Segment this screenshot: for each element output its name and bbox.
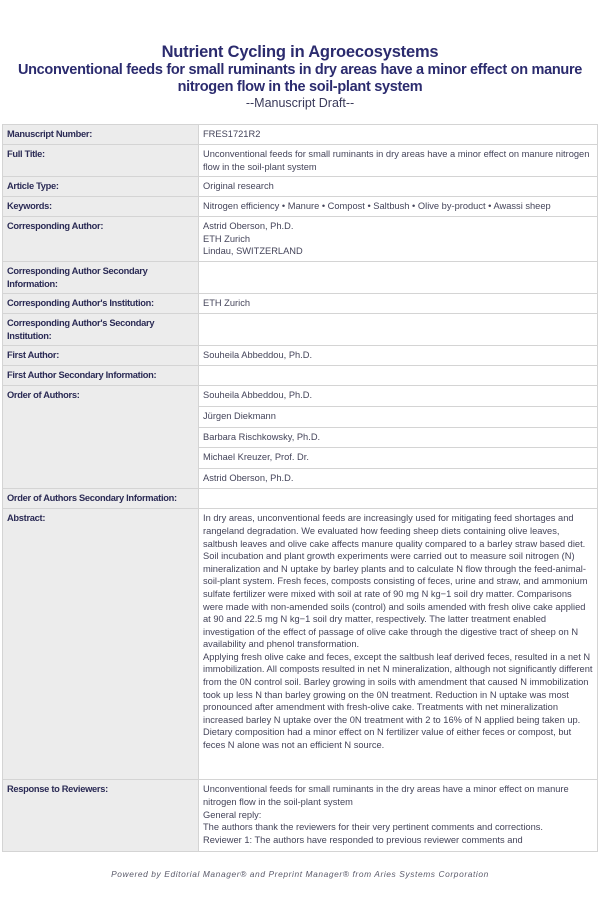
label-order-of-authors-secondary: Order of Authors Secondary Information: — [3, 489, 199, 509]
response-line: General reply: — [203, 809, 262, 820]
label-response-to-reviewers: Response to Reviewers: — [3, 780, 199, 852]
row-corresponding-institution — [3, 294, 598, 314]
value-keywords: Nitrogen efficiency • Manure • Compost • Saltbush • Olive by-product • Awassi sheep — [199, 197, 598, 217]
corresponding-author-name: Astrid Oberson, Ph.D. — [203, 221, 294, 232]
value-first-author-secondary — [199, 366, 598, 386]
label-corresponding-author: Corresponding Author: — [3, 217, 199, 262]
row-corresponding-author-secondary — [3, 261, 598, 293]
value-corresponding-author-secondary — [199, 261, 598, 293]
row-keywords — [3, 197, 598, 217]
label-abstract: Abstract: — [3, 509, 199, 780]
value-full-title: Unconventional feeds for small ruminants in dry areas have a minor effect on manure nitrogen flow in the soil-plant system — [199, 145, 598, 177]
corresponding-author-location: Lindau, SWITZERLAND — [203, 246, 303, 257]
value-article-type: Original research — [199, 177, 598, 197]
row-order-of-authors — [3, 386, 598, 489]
label-manuscript-number: Manuscript Number: — [3, 125, 199, 145]
author-item: Michael Kreuzer, Prof. Dr. — [199, 448, 597, 469]
label-first-author: First Author: — [3, 346, 199, 366]
label-corresponding-institution: Corresponding Author's Institution: — [3, 294, 199, 314]
page-header — [0, 0, 600, 110]
value-corresponding-institution: ETH Zurich — [199, 294, 598, 314]
row-corresponding-author — [3, 217, 598, 262]
value-corresponding-author — [199, 217, 598, 262]
value-order-of-authors — [199, 386, 598, 489]
draft-label: --Manuscript Draft-- — [245, 96, 355, 110]
author-item: Souheila Abbeddou, Ph.D. — [199, 389, 597, 407]
label-keywords: Keywords: — [3, 197, 199, 217]
value-response-to-reviewers — [199, 780, 598, 852]
abstract-paragraph: Applying fresh olive cake and feces, except the saltbush leaf derived feces, resulted in a net N immobilization. All composts resulted in net N mineralization, although not significantly different from the 0N control soil. Barley growing in soils with amendment that caused N immobilization took up less N than barley growing on the 0N treatment. Reduction in N uptake was most pronounced after amendment with fresh-olive cake. Treatments with net mineralization increased barley N uptake over the 0N treatment with 2 to 16% of N applied being taken up. Dietary composition had a minor effect on N fertilizer value of either feces or compost, but feces N alone was not an efficient N source. — [203, 651, 593, 751]
row-first-author-secondary — [3, 366, 598, 386]
label-corresponding-author-secondary: Corresponding Author Secondary Information: — [3, 261, 199, 293]
manuscript-metadata-table — [2, 124, 598, 852]
row-first-author — [3, 346, 598, 366]
response-line: Reviewer 1: The authors have responded to previous reviewer comments and — [203, 834, 523, 845]
row-full-title — [3, 145, 598, 177]
value-first-author: Souheila Abbeddou, Ph.D. — [199, 346, 598, 366]
row-article-type — [3, 177, 598, 197]
response-line: Unconventional feeds for small ruminants in the dry areas have a minor effect on manure nitrogen flow in the soil-plant system — [203, 784, 569, 807]
journal-name: Nutrient Cycling in Agroecosystems — [161, 43, 439, 61]
row-order-of-authors-secondary — [3, 489, 598, 509]
manuscript-title: Unconventional feeds for small ruminants in dry areas have a minor effect on manure nitrogen flow in the soil-plant system — [17, 62, 583, 95]
label-article-type: Article Type: — [3, 177, 199, 197]
label-order-of-authors: Order of Authors: — [3, 386, 199, 489]
value-corresponding-secondary-institution — [199, 314, 598, 346]
value-manuscript-number: FRES1721R2 — [199, 125, 598, 145]
author-item: Astrid Oberson, Ph.D. — [203, 472, 294, 483]
corresponding-author-institution: ETH Zurich — [203, 233, 251, 244]
value-abstract — [199, 509, 598, 780]
response-line: The authors thank the reviewers for their very pertinent comments and corrections. — [203, 822, 544, 833]
value-order-of-authors-secondary — [199, 489, 598, 509]
author-item: Barbara Rischkowsky, Ph.D. — [199, 428, 597, 449]
label-full-title: Full Title: — [3, 145, 199, 177]
footer-credit: Powered by Editorial Manager® and Preprint Manager® from Aries Systems Corporation — [111, 869, 489, 879]
row-response-to-reviewers — [3, 780, 598, 852]
abstract-paragraph: In dry areas, unconventional feeds are increasingly used for mitigating feed shortages and rangeland degradation. We evaluated how feeding sheep diets containing olive leaves, saltbush leaves and olive cake affects manure quality compared to a barley straw based diet. Soil incubation and plant growth experiments were carried out to measure soil nitrogen (N) mineralization and N uptake by barley plants and to calculate N flow through the feed-animal-soil-plant system. Fresh feces, composts consisting of feces, urine and straw, and ammonium sulfate fertilizer were mixed with soil at rate of 90 mg N kg−1 soil dry matter. Comparisons were made with non-amended soils (control) and soils amended with fresh olive cake applied at 90 and 22.5 mg N kg−1 soil dry matter, respectively. The latter treatment enabled investigation of the effect of passage of olive cake through the digestive tract of sheep on N availability and phenol transformation. — [203, 513, 588, 650]
row-corresponding-secondary-institution — [3, 314, 598, 346]
label-corresponding-secondary-institution: Corresponding Author's Secondary Institution: — [3, 314, 199, 346]
author-item: Jürgen Diekmann — [199, 407, 597, 428]
row-manuscript-number — [3, 125, 598, 145]
row-abstract — [3, 509, 598, 780]
label-first-author-secondary: First Author Secondary Information: — [3, 366, 199, 386]
